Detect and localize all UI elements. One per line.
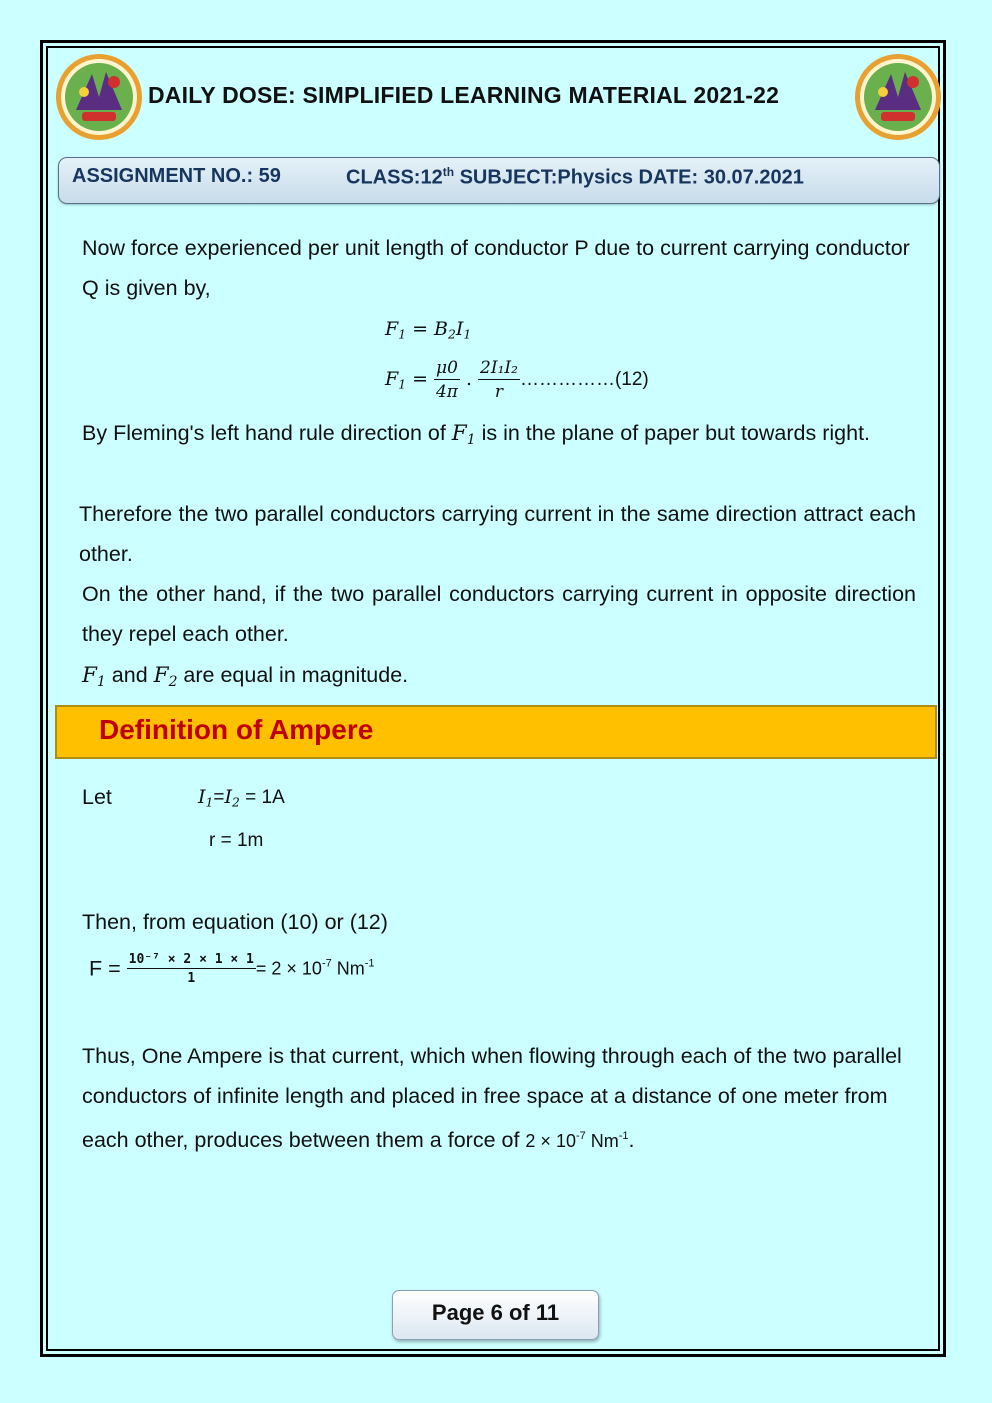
paragraph-equal-magnitude: $F_1$ and $F_2$ are equal in magnitude. (82, 663, 409, 691)
school-logo-right-icon (853, 52, 943, 142)
equation-f1-b2i1: $F_1 = B_2I_1$ (385, 318, 472, 342)
document-title: DAILY DOSE: SIMPLIFIED LEARNING MATERIAL 2021-22 (148, 82, 780, 108)
paragraph-flemings-rule: By Fleming's left hand rule direction of $F_1$ is in the plane of paper but towards right. (82, 421, 871, 449)
let-label: Let (82, 785, 112, 809)
paragraph-attract: Therefore the two parallel conductors carrying current in the same direction attract each other. (79, 502, 916, 566)
school-logo-left-icon (54, 52, 144, 142)
equation-12: $F_1$ = $\frac{\mu 0}{4\pi}$ . $\frac{\text{2I₁I₂}}{r}$ ……………(12) (385, 358, 649, 402)
let-currents: $I_1=I_2 = 1A$ (198, 786, 285, 810)
equation-force-value: F = $\frac{\text{10⁻⁷ × 2 × 1 × 1}}{1}$ = $2 \times 10^{-7}$ $Nm^{-1}$ (89, 952, 375, 986)
page-number: Page 6 of 11 (431, 1300, 560, 1325)
paragraph-repel: On the other hand, if the two parallel conductors carrying current in opposite direction they repel each other. (82, 582, 916, 646)
paragraph-ampere-definition: Thus, One Ampere is that current, which when flowing through each of the two parallel conductors of infinite length and placed in free space at a distance of one meter from each other, produces between them a force of $2 \times 10^{-7}$ $Nm^{-1}$. (82, 1044, 902, 1153)
paragraph-force-per-length: Now force experienced per unit length of conductor P due to current carrying conductor Q is given by, (82, 236, 910, 300)
then-from-equation: Then, from equation (10) or (12) (82, 910, 388, 934)
class-subject-date: CLASS:12th SUBJECT:Physics DATE: 30.07.2021 (346, 165, 804, 189)
let-distance: r = 1m (209, 830, 264, 851)
section-title: Definition of Ampere (99, 714, 374, 745)
assignment-number: ASSIGNMENT NO.: 59 (72, 165, 281, 187)
